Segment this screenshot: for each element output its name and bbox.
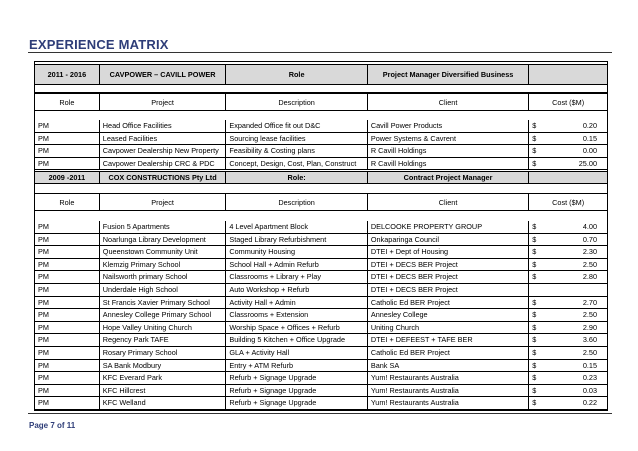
cell-description: 4 Level Apartment Block (226, 221, 368, 233)
cell-description: Feasibility & Costing plans (226, 145, 368, 157)
cost-currency: $ (532, 234, 537, 244)
cell-project: Cavpower Dealership CRC & PDC (100, 158, 227, 170)
col-description: Description (226, 194, 368, 210)
cell-cost (529, 145, 607, 157)
cost-value: 2.70 (582, 297, 598, 307)
table-row (35, 334, 607, 347)
cost-value: 0.22 (582, 398, 598, 408)
cell-description: Auto Workshop + Refurb (226, 284, 368, 296)
cell-role: PM (35, 246, 100, 258)
cell-role: PM (35, 259, 100, 271)
cost-value: 2.50 (582, 259, 598, 269)
column-header-row (35, 93, 607, 111)
cell-project: St Francis Xavier Primary School (100, 297, 227, 309)
cell-role: PM (35, 385, 100, 397)
cost-value: 4.00 (582, 222, 598, 231)
cell-description: Concept, Design, Cost, Plan, Construct (226, 158, 368, 170)
cell-client: DTEI + DEFEEST + TAFE BER (368, 334, 529, 346)
cost-value: 0.15 (582, 360, 598, 370)
cell-cost (529, 334, 607, 346)
page-number: Page 7 of 11 (29, 421, 76, 430)
col-cost: Cost ($M) (552, 97, 585, 107)
col-cost: Cost ($M) (552, 197, 585, 207)
section-period: 2009 -2011 (35, 172, 100, 183)
bottom-rule (28, 413, 612, 414)
cell-role: PM (35, 271, 100, 283)
cell-role: PM (35, 145, 100, 157)
col-client: Client (368, 94, 529, 110)
table-row (35, 221, 607, 234)
section-role-value: Contract Project Manager (368, 172, 529, 183)
table-row (35, 284, 607, 297)
table-row (35, 158, 607, 171)
cell-cost (529, 372, 607, 384)
cell-project: Hope Valley Uniting Church (100, 322, 227, 334)
cell-description: Refurb + Signage Upgrade (226, 385, 368, 397)
cost-currency: $ (532, 398, 537, 408)
top-rule (28, 52, 612, 53)
cell-description: GLA + Activity Hall (226, 347, 368, 359)
cost-value: 2.50 (582, 348, 598, 357)
section-role-label: Role: (226, 172, 368, 183)
cost-currency: $ (532, 158, 537, 168)
cell-cost (529, 120, 607, 132)
cell-project: Nailsworth primary School (100, 271, 227, 283)
cost-currency: $ (532, 348, 537, 357)
cell-role: PM (35, 297, 100, 309)
cost-currency: $ (532, 360, 537, 370)
section-role-label: Role (226, 65, 368, 84)
cell-project: Fusion 5 Apartments (100, 221, 227, 233)
experience-table (34, 61, 608, 411)
section-spacer (529, 172, 607, 183)
cell-role: PM (35, 158, 100, 170)
cell-client: DELCOOKE PROPERTY GROUP (368, 221, 529, 233)
cell-role: PM (35, 234, 100, 246)
cost-currency: $ (532, 272, 537, 282)
cell-description: Classrooms + Library + Play (226, 271, 368, 283)
cost-value: 25.00 (578, 158, 598, 168)
cell-role: PM (35, 309, 100, 321)
cell-role: PM (35, 347, 100, 359)
cell-cost (529, 158, 607, 170)
cost-currency: $ (532, 259, 537, 269)
cost-value: 0.20 (582, 121, 598, 130)
cell-cost (529, 133, 607, 145)
col-project: Project (100, 194, 227, 210)
cost-currency: $ (532, 322, 537, 332)
cell-client: R Cavill Holdings (368, 145, 529, 157)
cell-description: Staged Library Refurbishment (226, 234, 368, 246)
cost-value: 0.15 (582, 133, 598, 143)
cost-value: 3.60 (582, 335, 598, 345)
cell-cost (529, 259, 607, 271)
cell-project: Rosary Primary School (100, 347, 227, 359)
table-row (35, 297, 607, 310)
col-role: Role (35, 194, 100, 210)
table-row (35, 347, 607, 360)
cell-client: Uniting Church (368, 322, 529, 334)
cell-cost (529, 284, 607, 296)
cell-role: PM (35, 397, 100, 409)
cell-cost (529, 271, 607, 283)
column-header-row (35, 193, 607, 211)
cell-client: R Cavill Holdings (368, 158, 529, 170)
table-row (35, 385, 607, 398)
section-header (35, 64, 607, 85)
cost-currency: $ (532, 133, 537, 143)
cost-currency: $ (532, 247, 537, 257)
cell-client: DTEI + Dept of Housing (368, 246, 529, 258)
section-header (35, 171, 607, 184)
cell-client: Catholic Ed BER Project (368, 297, 529, 309)
cell-cost (529, 360, 607, 372)
cost-value: 2.50 (582, 310, 598, 320)
cost-value: 0.00 (582, 146, 598, 155)
page-title: EXPERIENCE MATRIX (29, 37, 169, 52)
cell-client: Catholic Ed BER Project (368, 347, 529, 359)
table-row (35, 360, 607, 373)
cost-currency: $ (532, 310, 537, 320)
cell-description: Expanded Office fit out D&C (226, 120, 368, 132)
section-spacer (529, 65, 607, 84)
cell-role: PM (35, 334, 100, 346)
cell-cost (529, 397, 607, 409)
cell-description: Community Housing (226, 246, 368, 258)
cell-cost (529, 246, 607, 258)
table-row (35, 120, 607, 133)
cell-description: Activity Hall + Admin (226, 297, 368, 309)
cell-client: DTEI + DECS BER Project (368, 259, 529, 271)
cost-value: 2.30 (582, 247, 598, 257)
cell-description: Refurb + Signage Upgrade (226, 397, 368, 409)
cell-client: DTEI + DECS BER Project (368, 284, 529, 296)
cell-project: Queenstown Community Unit (100, 246, 227, 258)
cost-value: 2.90 (582, 322, 598, 332)
section-company: COX CONSTRUCTIONS Pty Ltd (100, 172, 227, 183)
cost-currency: $ (532, 385, 537, 395)
cell-role: PM (35, 372, 100, 384)
cell-project: Underdale High School (100, 284, 227, 296)
cell-client: DTEI + DECS BER Project (368, 271, 529, 283)
cost-value: 0.03 (582, 385, 598, 395)
cell-project: Regency Park TAFE (100, 334, 227, 346)
cell-cost (529, 347, 607, 359)
cell-role: PM (35, 120, 100, 132)
cell-project: KFC Welland (100, 397, 227, 409)
table-row (35, 397, 607, 410)
cell-client: Onkaparinga Council (368, 234, 529, 246)
cell-client: Bank SA (368, 360, 529, 372)
cell-project: KFC Everard Park (100, 372, 227, 384)
cell-role: PM (35, 322, 100, 334)
col-client: Client (368, 194, 529, 210)
cell-description: School Hall + Admin Refurb (226, 259, 368, 271)
cell-project: Klemzig Primary School (100, 259, 227, 271)
cell-client: Annesley College (368, 309, 529, 321)
cost-value: 2.80 (582, 272, 598, 282)
cell-project: SA Bank Modbury (100, 360, 227, 372)
cell-cost (529, 322, 607, 334)
cell-cost (529, 297, 607, 309)
cell-project: Leased Facilities (100, 133, 227, 145)
cell-role: PM (35, 221, 100, 233)
cell-description: Sourcing lease facilities (226, 133, 368, 145)
cell-role: PM (35, 133, 100, 145)
section-role-value: Project Manager Diversified Business (368, 65, 529, 84)
cell-project: Head Office Facilities (100, 120, 227, 132)
cell-cost (529, 385, 607, 397)
col-role: Role (35, 94, 100, 110)
cost-currency: $ (532, 222, 537, 231)
cost-value: 0.70 (582, 234, 598, 244)
cell-cost (529, 221, 607, 233)
cost-currency: $ (532, 146, 537, 155)
cost-value: 0.23 (582, 373, 598, 383)
cell-client: Yum! Restaurants Australia (368, 397, 529, 409)
table-row (35, 309, 607, 322)
cell-description: Classrooms + Extension (226, 309, 368, 321)
col-description: Description (226, 94, 368, 110)
cell-project: Noarlunga Library Development (100, 234, 227, 246)
col-project: Project (100, 94, 227, 110)
table-row (35, 246, 607, 259)
cell-cost (529, 309, 607, 321)
cost-currency: $ (532, 297, 537, 307)
cell-description: Building 5 Kitchen + Office Upgrade (226, 334, 368, 346)
table-row (35, 259, 607, 272)
cell-client: Yum! Restaurants Australia (368, 372, 529, 384)
cost-currency: $ (532, 335, 537, 345)
cell-project: KFC Hillcrest (100, 385, 227, 397)
cell-client: Yum! Restaurants Australia (368, 385, 529, 397)
cell-project: Cavpower Dealership New Property (100, 145, 227, 157)
cell-cost (529, 234, 607, 246)
cell-description: Refurb + Signage Upgrade (226, 372, 368, 384)
section-company: CAVPOWER – CAVILL POWER (100, 65, 227, 84)
cell-description: Entry + ATM Refurb (226, 360, 368, 372)
table-row (35, 133, 607, 146)
cost-currency: $ (532, 373, 537, 383)
cell-project: Annesley College Primary School (100, 309, 227, 321)
section-period: 2011 - 2016 (35, 65, 100, 84)
cell-role: PM (35, 360, 100, 372)
table-row (35, 271, 607, 284)
table-row (35, 372, 607, 385)
table-row (35, 234, 607, 247)
cell-client: Cavill Power Products (368, 120, 529, 132)
cost-currency: $ (532, 121, 537, 130)
cell-role: PM (35, 284, 100, 296)
table-row (35, 145, 607, 158)
table-row (35, 322, 607, 335)
cell-description: Worship Space + Offices + Refurb (226, 322, 368, 334)
cell-client: Power Systems & Cavrent (368, 133, 529, 145)
